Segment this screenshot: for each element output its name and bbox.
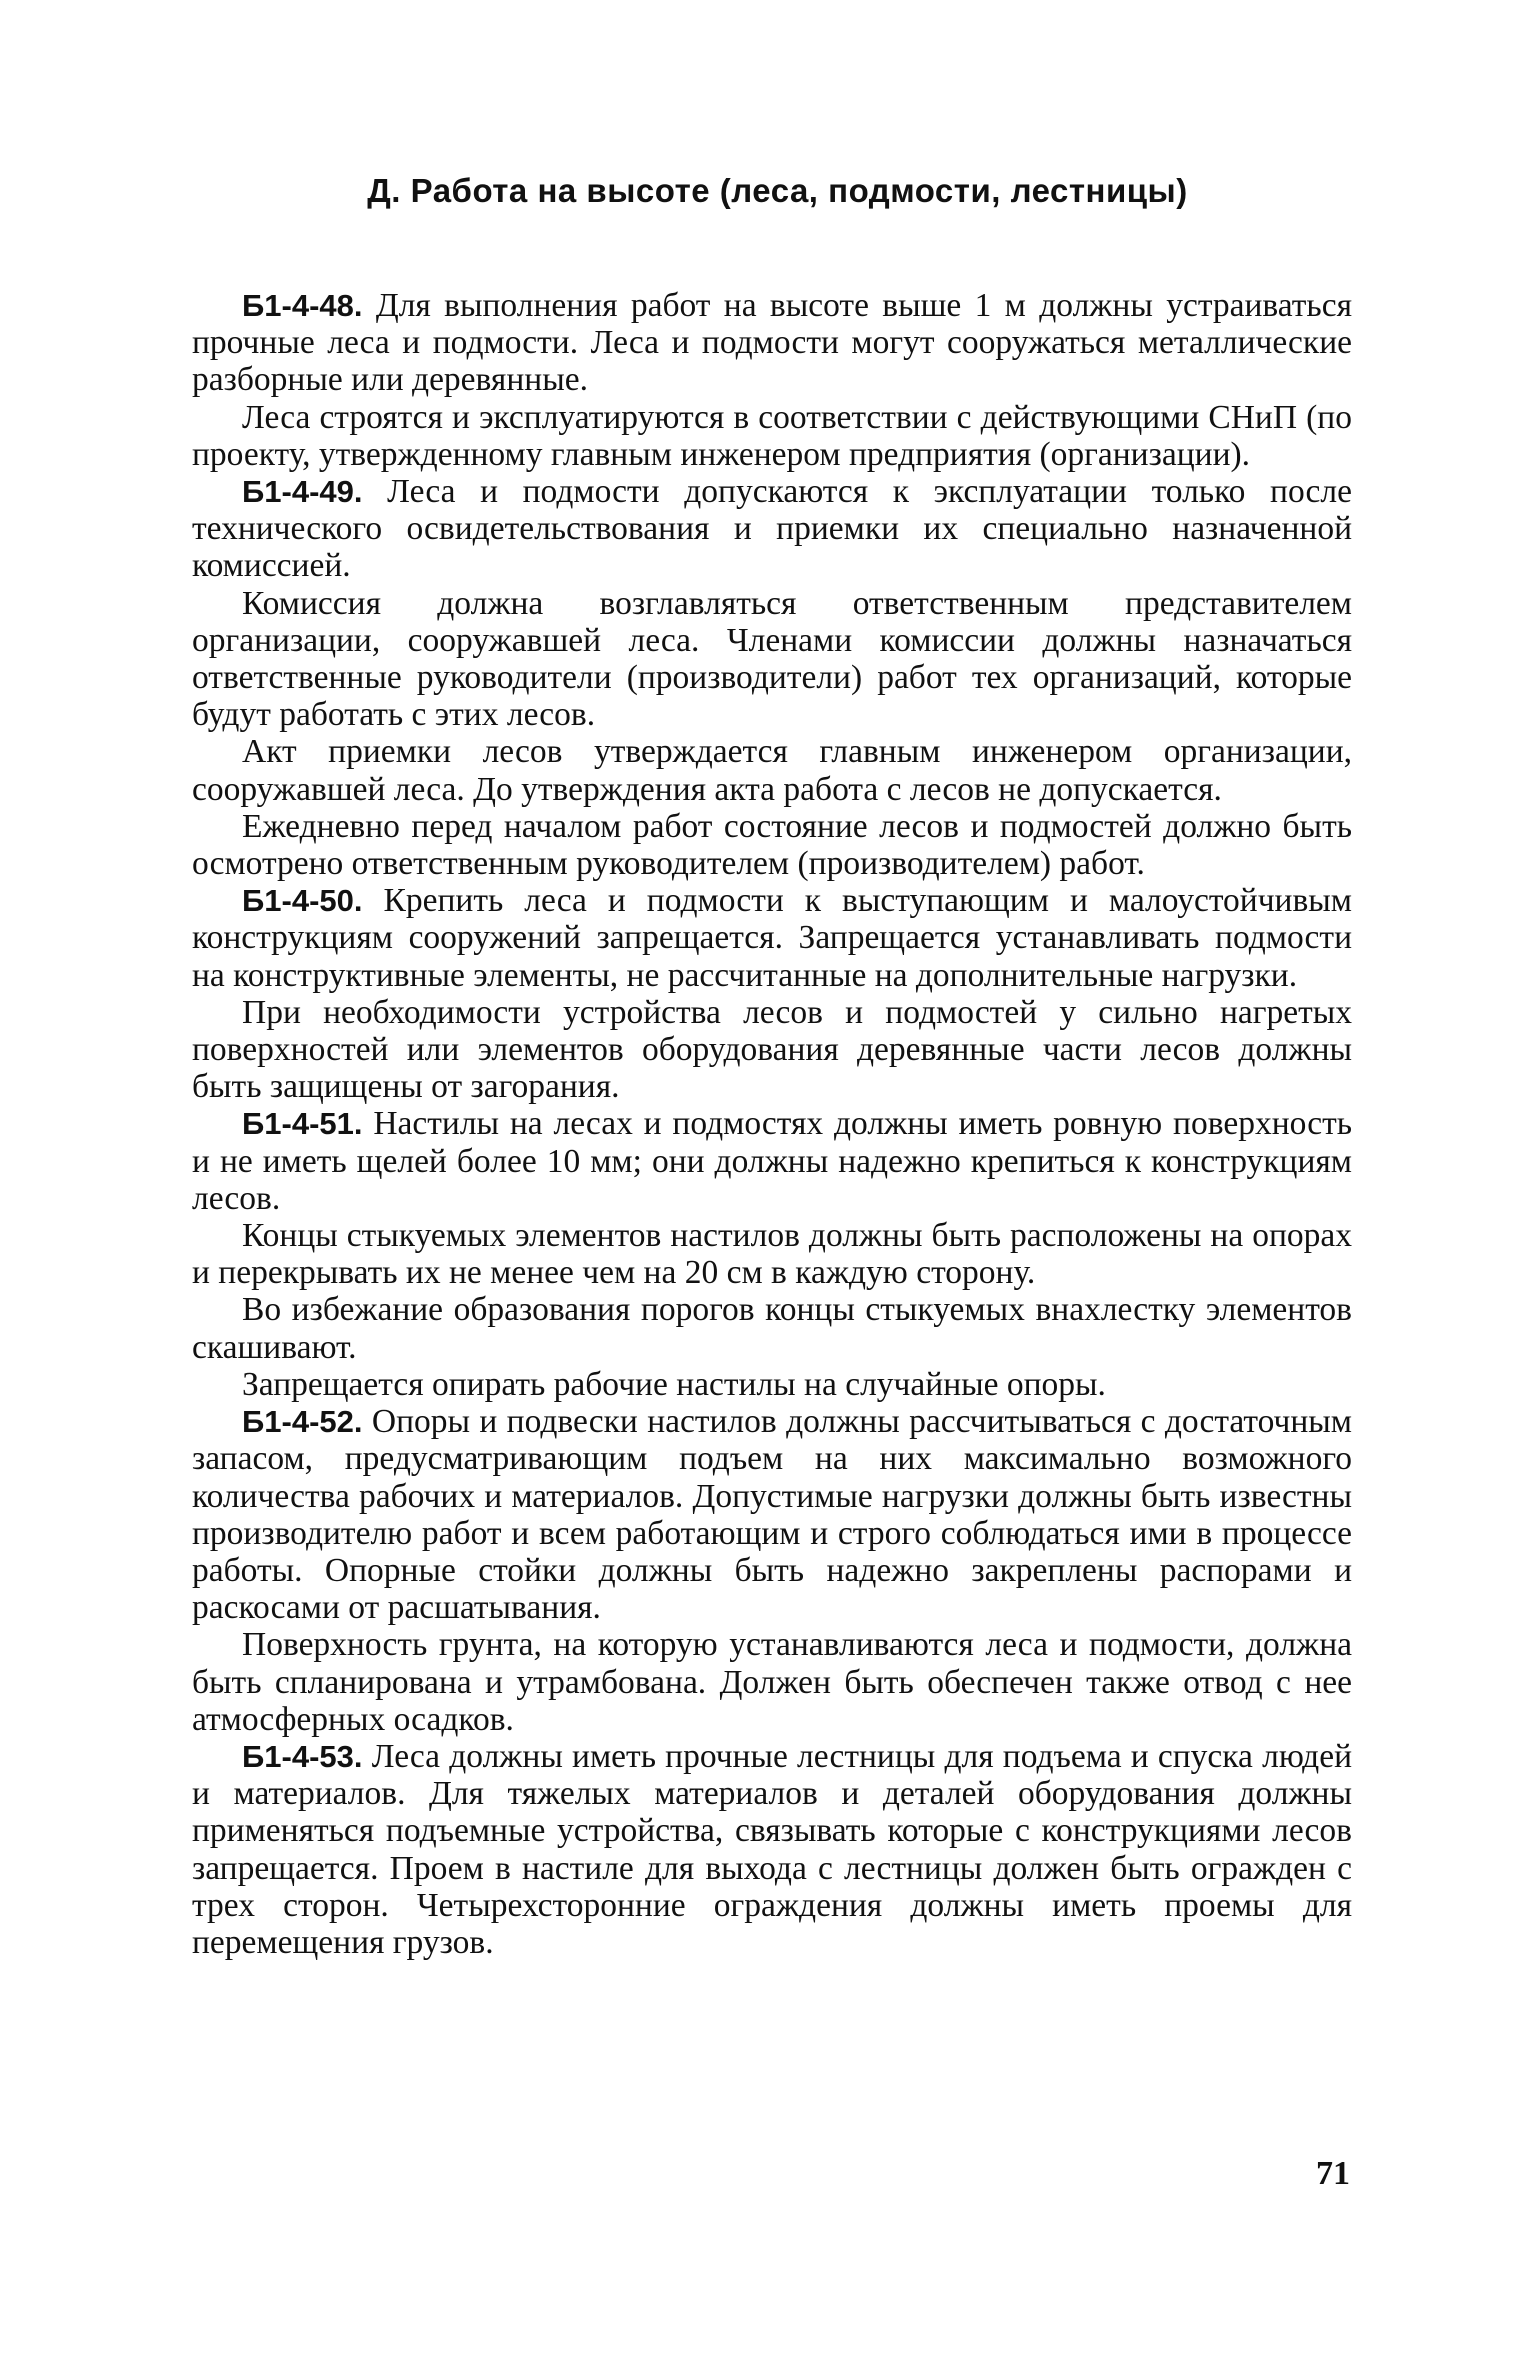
paragraph (192, 1291, 1352, 1365)
paragraph (192, 733, 1352, 807)
paragraph-text: При необходимости устройства лесов и подмостей у сильно нагретых поверхностей или элементов оборудования деревянные части лесов должны быть защищены от загорания. (192, 993, 1352, 1106)
paragraph (192, 585, 1352, 734)
paragraph (192, 1366, 1352, 1403)
clause-number: Б1-4-50. (242, 883, 363, 919)
paragraph-text: Настилы на лесах и подмостях должны иметь ровную поверхность и не иметь щелей более 10 мм; они должны надежно крепиться к конструкциям лесов. (192, 1105, 1352, 1217)
paragraph-text: Крепить леса и подмости к выступающим и малоустойчивым конструкциям сооружений запрещается. Запрещается устанавливать подмости на конструктивные элементы, не рассчитанные на дополнительные нагрузки. (192, 882, 1352, 994)
paragraph-text: Леса и подмости допускаются к эксплуатации только после технического освидетельствования и приемки их специально назначенной комиссией. (192, 473, 1352, 585)
clause-number: Б1-4-51. (242, 1106, 363, 1142)
paragraph (192, 399, 1352, 473)
paragraph (192, 808, 1352, 882)
paragraph-text: Концы стыкуемых элементов настилов должны быть расположены на опорах и перекрывать их не менее чем на 20 см в каждую сторону. (192, 1217, 1352, 1292)
paragraph-text: Акт приемки лесов утверждается главным инженером организации, сооружавшей леса. До утверждения акта работа с лесов не допускается. (192, 733, 1352, 808)
clause-number: Б1-4-49. (242, 474, 363, 510)
paragraph (192, 994, 1352, 1106)
paragraph (192, 1403, 1352, 1626)
paragraph-text: Поверхность грунта, на которую устанавливаются леса и подмости, должна быть спланирована и утрамбована. Должен быть обеспечен также отвод с нее атмосферных осадков. (192, 1626, 1352, 1738)
paragraph-text: Для выполнения работ на высоте выше 1 м должны устраиваться прочные леса и подмости. Леса и подмости могут сооружаться металлические разборные или деревянные. (192, 287, 1352, 399)
paragraph-text: Комиссия должна возглавляться ответственным представителем организации, сооружавшей леса. Членами комиссии должны назначаться ответственные руководители (производители) работ тех организаций, которые будут работать с этих лесов. (192, 584, 1352, 734)
paragraph-text: Опоры и подвески настилов должны рассчитываться с достаточным запасом, предусматривающим подъем на них максимально возможного количества рабочих и материалов. Допустимые нагрузки должны быть известны производителю работ и всем работающим и строго соблюдаться ими в процессе работы. Опорные стойки должны быть надежно закреплены распорами и раскосами от расшатывания. (192, 1403, 1352, 1627)
paragraph-text: Запрещается опирать рабочие настилы на случайные опоры. (242, 1365, 1106, 1403)
clause-number: Б1-4-52. (242, 1404, 363, 1440)
body-text (192, 287, 1352, 1961)
clause-number: Б1-4-48. (242, 288, 363, 323)
page-number: 71 (1316, 2155, 1350, 2192)
paragraph (192, 1626, 1352, 1738)
paragraph-text: Во избежание образования порогов концы стыкуемых внахлестку элементов скашивают. (192, 1291, 1352, 1366)
paragraph (192, 1217, 1352, 1291)
paragraph (192, 1738, 1352, 1961)
section-heading: Д. Работа на высоте (леса, подмости, лестницы) (367, 172, 1188, 209)
clause-number: Б1-4-53. (242, 1738, 363, 1774)
paragraph (192, 473, 1352, 585)
paragraph-text: Леса строятся и эксплуатируются в соответствии с действующими СНиП (по проекту, утвержденному главным инженером предприятия (организации). (192, 398, 1352, 473)
paragraph (192, 287, 1352, 399)
paragraph (192, 882, 1352, 994)
paragraph-text: Леса должны иметь прочные лестницы для подъема и спуска людей и материалов. Для тяжелых материалов и деталей оборудования должны применяться подъемные устройства, связывать которые с конструкциями лесов запрещается. Проем в настиле для выхода с лестницы должен быть огражден с трех сторон. Четырехсторонние ограждения должны иметь проемы для перемещения грузов. (192, 1737, 1352, 1961)
paragraph (192, 1105, 1352, 1217)
paragraph-text: Ежедневно перед началом работ состояние лесов и подмостей должно быть осмотрено ответственным руководителем (производителем) работ. (192, 807, 1352, 883)
